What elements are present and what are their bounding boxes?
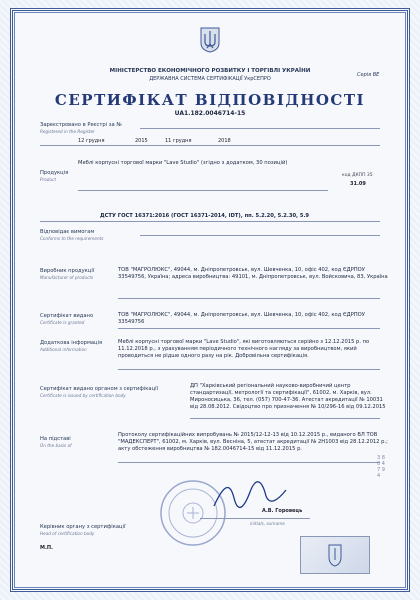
product-line (78, 190, 328, 191)
certificate-title: СЕРТИФІКАТ ВІДПОВІДНОСТІ (54, 91, 366, 109)
manufacturer-label: Виробник продукції (40, 268, 95, 274)
basis-line (118, 462, 380, 463)
registration-year-from: 2015 (135, 138, 148, 144)
additional-label-en: Additional information (40, 347, 87, 352)
standards-line-2 (140, 235, 380, 236)
security-hologram-box (300, 536, 370, 574)
dates-line (40, 145, 380, 146)
product-code-value: 31.09 (350, 181, 366, 187)
system-title: ДЕРЖАВНА СИСТЕМА СЕРТИФІКАЦІЇ УкрСЕПРО (149, 76, 271, 82)
basis-label-en: On the basis of (40, 443, 72, 448)
holder-line (118, 328, 380, 329)
signatory-name-en: initials, surname (250, 521, 285, 526)
product-value: Меблі корпусні торгової марки "Lave Studio" (згідно з додатком, 30 позицій) (78, 160, 288, 166)
signature-role: Керівник органу з сертифікації (40, 524, 126, 530)
registration-label: Зареєстровано в Реєстрі за № (40, 122, 122, 128)
additional-line (118, 369, 380, 370)
body-line (190, 418, 380, 419)
coat-of-arms-icon (200, 27, 220, 53)
series-label: Серія BE (357, 72, 380, 78)
signatory-name: А.В. Горовець (262, 508, 303, 514)
registration-day: 12 грудня (78, 138, 105, 144)
holder-label: Сертифікат видано (40, 313, 94, 319)
holder-label-en: Certificate is granted (40, 320, 85, 325)
basis-label: На підставі (40, 436, 71, 442)
standards-value: ДСТУ ГОСТ 16371:2016 (ГОСТ 16371-2014, IDT), пп. 5.2.20, 5.2.30, 5.9 (100, 213, 310, 219)
registration-line (140, 128, 380, 129)
product-label-en: Product (40, 177, 57, 182)
ministry-title: МІНІСТЕРСТВО ЕКОНОМІЧНОГО РОЗВИТКУ І ТОРГІВЛІ УКРАЇНИ (109, 68, 311, 74)
body-label: Сертифікат видано органом з сертифікації (40, 386, 159, 392)
body-value: ДП "Харківський регіональний науково-виробничий центр стандартизації, метрології та сертифікації", 61002, м. Харків, вул. Мироносицька, 36, тел. (057) 700-47-36. Атестат акредитації № 10031 від 28.08.2012. Свідоцтво про призначення № 10/296-16 від 09.12.2015 (190, 383, 386, 410)
standards-label: Відповідає вимогам (40, 229, 95, 235)
certificate-number: UA1.182.0046714-15 (174, 110, 246, 117)
additional-label: Додаткова інформація (40, 340, 103, 346)
signature-role-en: Head of certification body (40, 531, 95, 536)
manufacturer-value: ТОВ "МАГРОЛЮКС", 49044, м. Дніпропетровськ, вул. Шевченка, 10, офіс 402, код ЄДРПОУ 33549756, Україна; адреса виробництва: 49101, м. Дніпропетровськ, вул. Войсковича, 83, Україна (118, 267, 388, 280)
standards-line (40, 221, 380, 222)
stamp-placeholder: М.П. (40, 545, 53, 551)
body-label-en: Certificate is issued by certification body (40, 393, 126, 398)
signature-line (200, 518, 310, 519)
holder-value: ТОВ "МАГРОЛЮКС", 49044, м. Дніпропетровськ, вул. Шевченка, 10, офіс 402, код ЄДРПОУ 33549756 (118, 312, 365, 325)
product-label: Продукція (40, 170, 69, 176)
additional-value: Меблі корпусні торгової марки "Lave Studio", які виготовляються серійно з 12.12.2015 р. по 11.12.2018 р., з урахуванням періодичного технічного нагляду за виробництвом, який проводиться не рідше одного разу на рік. Добровільна сертифікація. (118, 339, 370, 359)
registration-year-to: 2018 (218, 138, 231, 144)
registration-label-en: Registered in the Register (40, 129, 95, 134)
signature-icon (210, 478, 290, 512)
hologram-emblem-icon (301, 537, 369, 573)
side-serial-number: 3 8 0 4 7 9 4 (377, 455, 385, 479)
manufacturer-line (118, 298, 380, 299)
manufacturer-label-en: Manufacturer of products (40, 275, 94, 280)
standards-label-en: Conforms to the requirements (40, 236, 104, 241)
basis-value: Протоколу сертифікаційних випробувань № 2015/12-12-13 від 10.12.2015 р., виданого ВЛ ТОВ "МАДЕКСПЕРТ", 61002, м. Харків, вул. Весніна, 5, атестат акредитації № 2Н1003 від 28.12.2012 р.; акту обстеження виробництва № 182.0046714-15 від 11.12.2015 р. (118, 432, 388, 452)
valid-to-day: 11 грудня (165, 138, 192, 144)
product-code-label: код ДКПП 35 (342, 173, 373, 178)
